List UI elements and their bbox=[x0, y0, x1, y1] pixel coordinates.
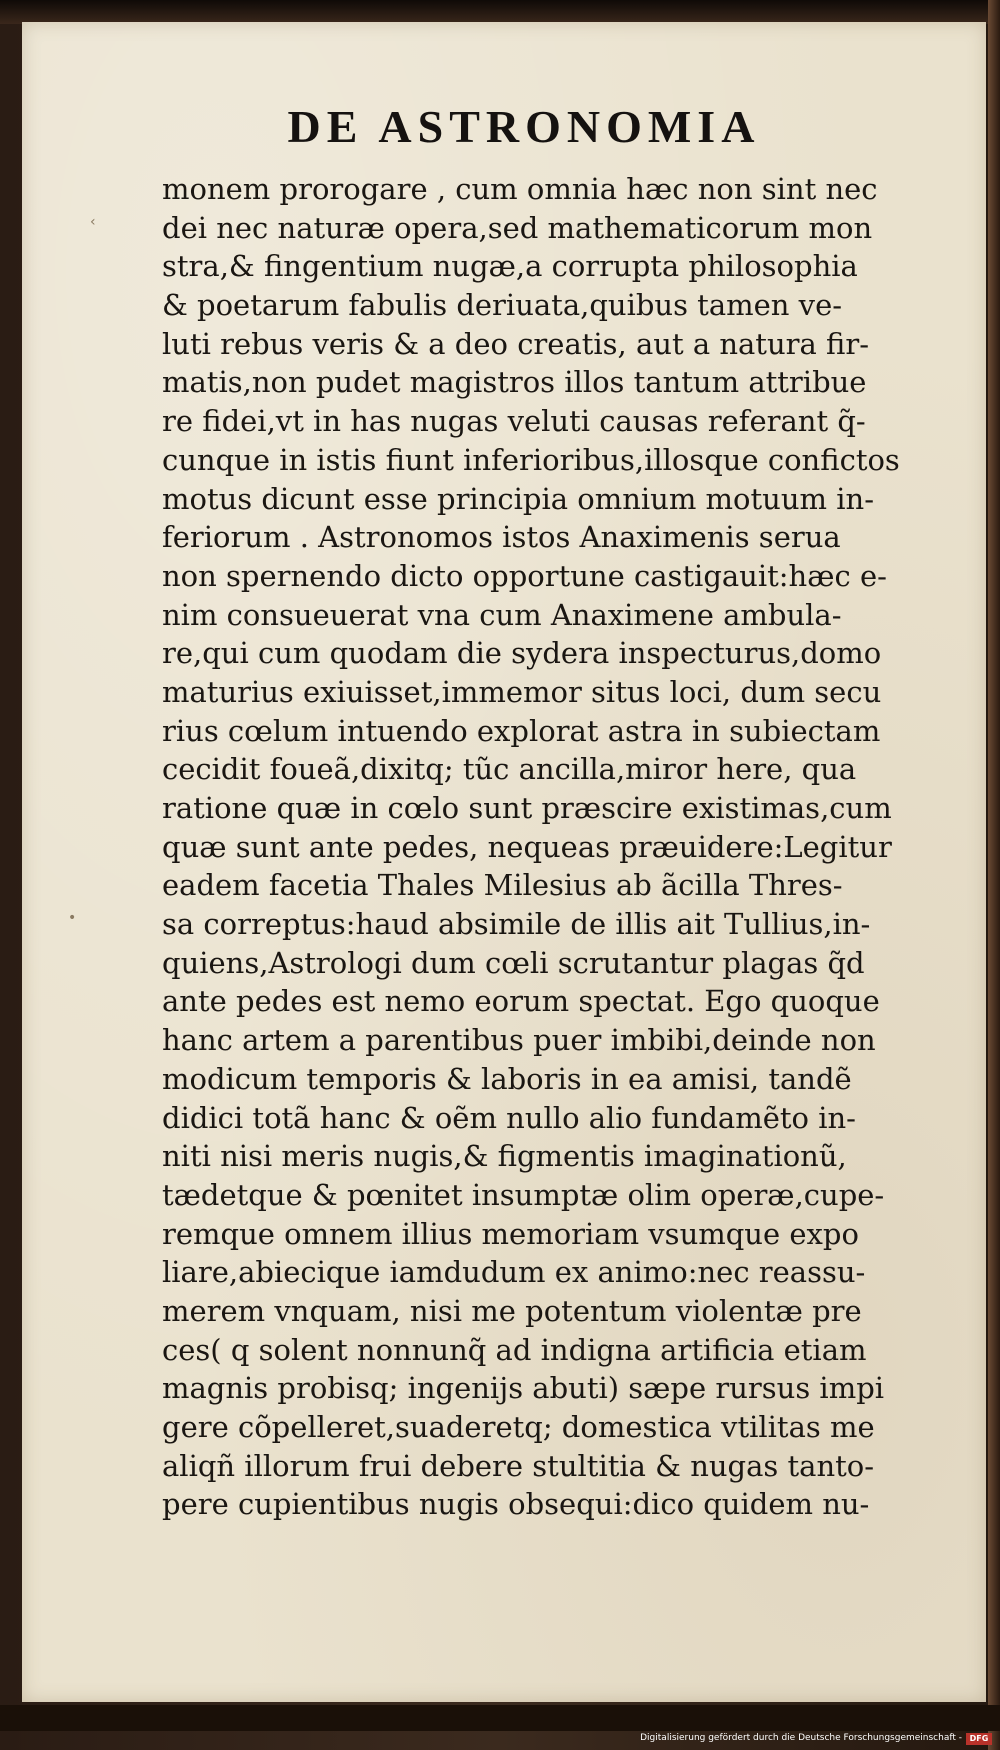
text-line: cunque in istis fiunt inferioribus,illosque confictos bbox=[162, 442, 900, 477]
running-head: DE ASTRONOMIA bbox=[287, 101, 761, 152]
text-line: pere cupientibus nugis obsequi:dico quidem nu- bbox=[162, 1487, 870, 1522]
book-bottom-edge bbox=[0, 1705, 1000, 1731]
text-line: remque omnem illius memoriam vsumque expo bbox=[162, 1216, 859, 1251]
text-line: & poetarum fabulis deriuata,quibus tamen ve- bbox=[162, 288, 843, 323]
text-line: maturius exiuisset,immemor situs loci, dum secu bbox=[162, 674, 882, 709]
text-line: motus dicunt esse principia omnium motuum in- bbox=[162, 481, 874, 516]
text-line: ante pedes est nemo eorum spectat. Ego quoque bbox=[162, 984, 880, 1019]
text-line: non spernendo dicto opportune castigauit:hæc e- bbox=[162, 558, 887, 593]
text-line: nim consueuerat vna cum Anaximene ambula- bbox=[162, 597, 842, 632]
text-line: feriorum . Astronomos istos Anaximenis serua bbox=[162, 520, 841, 555]
text-line: matis,non pudet magistros illos tantum attribue bbox=[162, 365, 867, 400]
book-top-edge bbox=[0, 0, 1000, 24]
text-line: quæ sunt ante pedes, nequeas præuidere:Legitur bbox=[162, 829, 892, 864]
text-line: sa correptus:haud absimile de illis ait Tullius,in- bbox=[162, 907, 871, 942]
body-text bbox=[162, 170, 962, 1524]
text-line: liare,abiecique iamdudum ex animo:nec reassu- bbox=[162, 1255, 866, 1290]
text-line: magnis probisq; ingenijs abuti) sæpe rursus impi bbox=[162, 1371, 885, 1406]
text-line: ces( q solent nonnunq̃ ad indigna artificia etiam bbox=[162, 1332, 867, 1367]
text-line: stra,& fingentium nugæ,a corrupta philosophia bbox=[162, 249, 858, 284]
text-line: re,qui cum quodam die sydera inspecturus,domo bbox=[162, 636, 882, 671]
text-line: ratione quæ in cœlo sunt præscire existimas,cum bbox=[162, 791, 892, 825]
text-line: didici totã hanc & oẽm nullo alio fundamẽto in- bbox=[162, 1100, 856, 1135]
margin-mark: • bbox=[68, 910, 77, 926]
text-line: merem vnquam, nisi me potentum violentæ pre bbox=[162, 1293, 862, 1328]
text-line: re fidei,vt in has nugas veluti causas referant q̃- bbox=[162, 404, 866, 439]
paper-page bbox=[22, 22, 986, 1702]
book-right-edge bbox=[988, 0, 1000, 1750]
text-line: hanc artem a parentibus puer imbibi,deinde non bbox=[162, 1023, 876, 1058]
text-line: niti nisi meris nugis,& figmentis imaginationũ, bbox=[162, 1139, 847, 1174]
dfg-logo: DFG bbox=[966, 1733, 992, 1745]
text-line: tædetque & pœnitet insumptæ olim operæ,cupe- bbox=[162, 1177, 885, 1212]
text-line: gere cõpelleret,suaderetq; domestica vtilitas me bbox=[162, 1410, 875, 1444]
text-line: rius cœlum intuendo explorat astra in subiectam bbox=[162, 713, 881, 748]
text-line: eadem facetia Thales Milesius ab ãcilla Thres- bbox=[162, 868, 843, 903]
margin-mark: ‹ bbox=[90, 214, 96, 230]
text-line: modicum temporis & laboris in ea amisi, tandẽ bbox=[162, 1061, 852, 1096]
text-line: monem prorogare , cum omnia hæc non sint nec bbox=[162, 172, 878, 206]
text-line: dei nec naturæ opera,sed mathematicorum mon bbox=[162, 210, 873, 245]
text-line: aliqñ illorum frui debere stultitia & nugas tanto- bbox=[162, 1448, 875, 1483]
text-line: quiens,Astrologi dum cœli scrutantur plagas q̃d bbox=[162, 945, 865, 980]
text-line: cecidit foueã,dixitq; tũc ancilla,miror here, qua bbox=[162, 752, 857, 787]
text-line: luti rebus veris & a deo creatis, aut a natura fir- bbox=[162, 326, 870, 361]
digitization-credit: Digitalisierung gefördert durch die Deutsche Forschungsgemeinschaft - bbox=[640, 1733, 962, 1743]
